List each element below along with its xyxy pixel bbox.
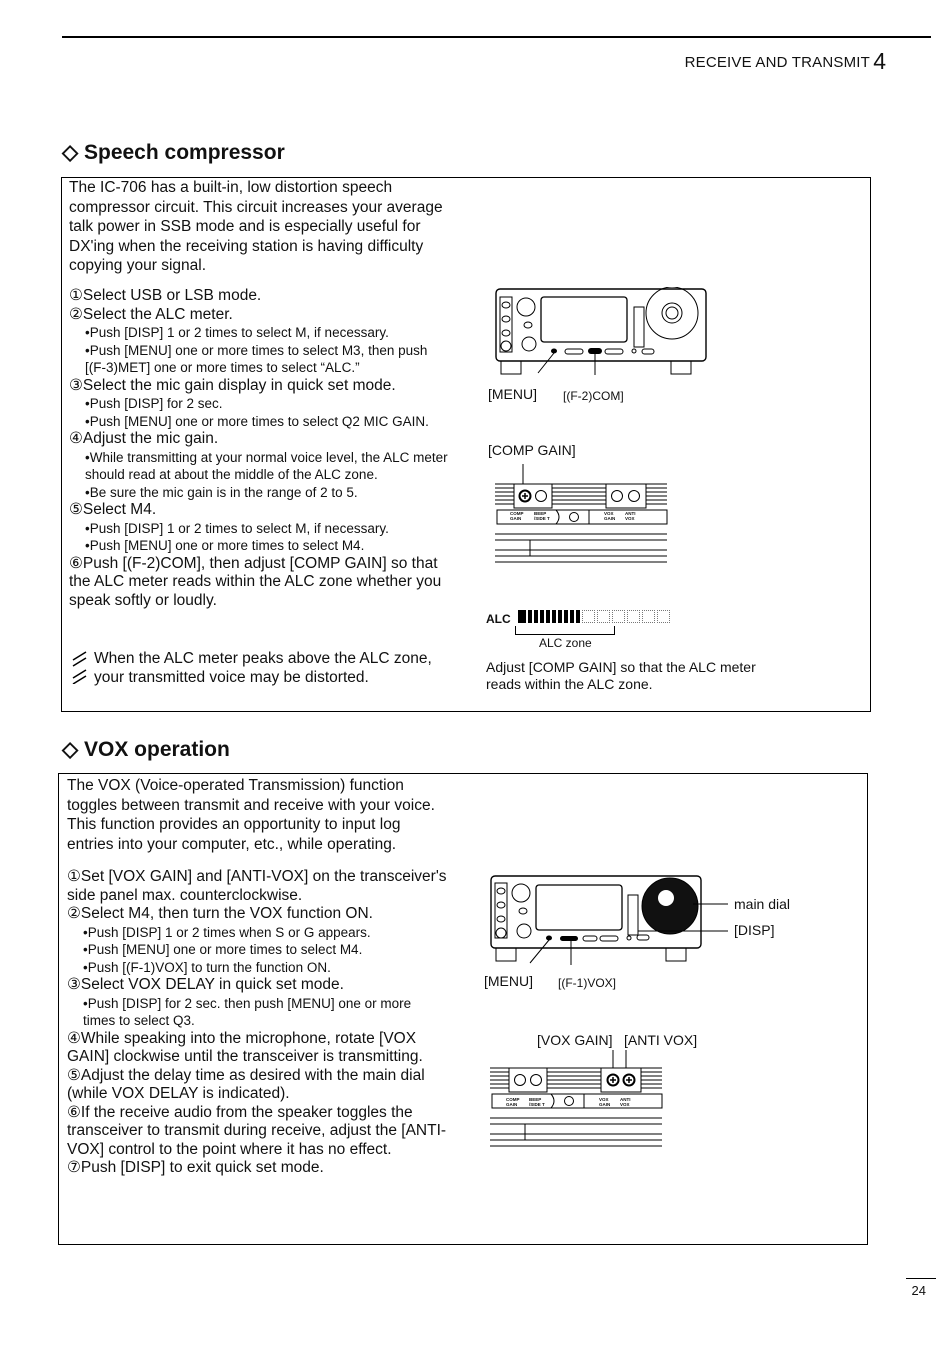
alc-meter — [518, 610, 670, 625]
anti-vox-label: [ANTI VOX] — [624, 1032, 698, 1048]
alc-segment-filled — [528, 610, 532, 623]
panel-beep-text: BEEP /SIDE T — [534, 511, 550, 521]
chapter-number: 4 — [873, 48, 886, 74]
alc-segment-filled — [576, 610, 580, 623]
step: ⑥If the receive audio from the speaker toggles the transceiver to transmit during receive, adjust the [ANTI-VOX] control to the point where it has no effect. — [67, 1103, 447, 1158]
step: ⑥Push [(F-2)COM], then adjust [COMP GAIN] so that the ALC meter reads within the ALC zone whether you speak softly or loudly. — [69, 554, 442, 609]
panel-comp-gain-text: COMP GAIN — [510, 511, 524, 521]
step: ①Select USB or LSB mode. — [69, 287, 262, 304]
menu-button-label: [MENU] — [488, 386, 537, 402]
alc-segment-filled — [546, 610, 550, 623]
com-button-label: [(F-2)COM] — [563, 389, 624, 403]
vox-intro: The VOX (Voice-operated Transmission) function toggles between transmit and receive with your voice. This function provides an opportunity to input log entries into your computer, etc., while operating. — [67, 777, 435, 853]
vox-menu-button-label: [MENU] — [484, 973, 533, 989]
alc-segment-filled — [564, 610, 568, 623]
vox-panel-anti-text: ANTI VOX — [620, 1097, 631, 1107]
alc-segment-filled — [552, 610, 556, 623]
speech-intro: The IC-706 has a built-in, low distortion speech compressor circuit. This circuit increases your average talk power in SSB mode and is especially useful for DX'ing when the receiving station is having difficulty copying your signal. — [69, 179, 443, 274]
vox-operation-title: ◇ VOX operation — [62, 738, 230, 761]
alc-segment-empty — [597, 610, 610, 623]
alc-zone-label: ALC zone — [539, 636, 592, 650]
alc-segment-filled — [534, 610, 538, 623]
step: ⑦Push [DISP] to exit quick set mode. — [67, 1159, 324, 1176]
alc-segment-filled — [558, 610, 562, 623]
vox-panel-vox-text: VOX GAIN — [599, 1097, 611, 1107]
vox-steps — [67, 868, 447, 1178]
alc-label: ALC — [486, 612, 511, 626]
page-number: 24 — [911, 1283, 926, 1298]
step: ②Select M4, then turn the VOX function ON. •Push [DISP] 1 or 2 times when S or G appears. •Push [MENU] one or more times to select M4. •Push [(F-1)VOX] to turn the function ON. — [67, 905, 373, 975]
vox-transceiver-front-panel — [488, 873, 728, 968]
comp-gain-label: [COMP GAIN] — [488, 442, 576, 458]
main-dial-label: main dial — [734, 896, 791, 912]
step: ⑤Select M4. •Push [DISP] 1 or 2 times to select M, if necessary. •Push [MENU] one or more times to select M4. — [69, 501, 389, 553]
alc-segment-empty — [582, 610, 595, 623]
alc-segment-filled — [518, 610, 526, 623]
alc-segment-empty — [627, 610, 640, 623]
note-icon — [72, 650, 88, 684]
step: ④While speaking into the microphone, rotate [VOX GAIN] clockwise until the transceiver is transmitting. — [67, 1029, 423, 1065]
page-number-rule — [906, 1278, 936, 1279]
vox-button-label: [(F-1)VOX] — [558, 976, 617, 990]
alc-segment-empty — [612, 610, 625, 623]
alc-zone-bracket — [515, 626, 615, 635]
alc-segment-empty — [657, 610, 670, 623]
step: ①Set [VOX GAIN] and [ANTI-VOX] on the transceiver's side panel max. counterclockwise. — [67, 868, 447, 904]
header-rule — [62, 36, 931, 38]
step: ⑤Adjust the delay time as desired with the main dial (while VOX DELAY is indicated). — [67, 1066, 425, 1102]
vox-panel-comp-text: COMP GAIN — [506, 1097, 520, 1107]
step: ③Select the mic gain display in quick set mode. •Push [DISP] for 2 sec. •Push [MENU] one or more times to select Q2 MIC GAIN. — [69, 376, 429, 429]
step: ④Adjust the mic gain. •While transmitting at your normal voice level, the ALC meter should read at about the middle of the ALC zone. •Be sure the mic gain is in the range of 2 to 5. — [69, 430, 448, 500]
alc-segment-empty — [642, 610, 655, 623]
vox-gain-label: [VOX GAIN] — [537, 1032, 613, 1048]
speech-note: When the ALC meter peaks above the ALC zone, your transmitted voice may be distorted. — [72, 650, 452, 687]
speech-compressor-title: ◇ Speech compressor — [62, 141, 285, 164]
step: ③Select VOX DELAY in quick set mode. •Push [DISP] for 2 sec. then push [MENU] one or more times to select Q3. — [67, 976, 412, 1028]
disp-label: [DISP] — [734, 922, 775, 938]
step: ②Select the ALC meter. •Push [DISP] 1 or 2 times to select M, if necessary. •Push [MENU] one or more times to select M3, then push [(F-3)MET] one or more times to select “ALC.” — [69, 305, 428, 375]
vox-panel-beep-text: BEEP /SIDE T — [529, 1097, 545, 1107]
panel-anti-text: ANTI VOX — [625, 511, 636, 521]
alc-segment-filled — [540, 610, 544, 623]
speech-steps — [69, 287, 449, 610]
transceiver-front-panel — [493, 287, 713, 377]
panel-vox-text: VOX GAIN — [604, 511, 616, 521]
alc-segment-filled — [570, 610, 574, 623]
alc-caption: Adjust [COMP GAIN] so that the ALC meter reads within the ALC zone. — [486, 659, 756, 692]
chapter-title: RECEIVE AND TRANSMIT — [684, 54, 870, 71]
